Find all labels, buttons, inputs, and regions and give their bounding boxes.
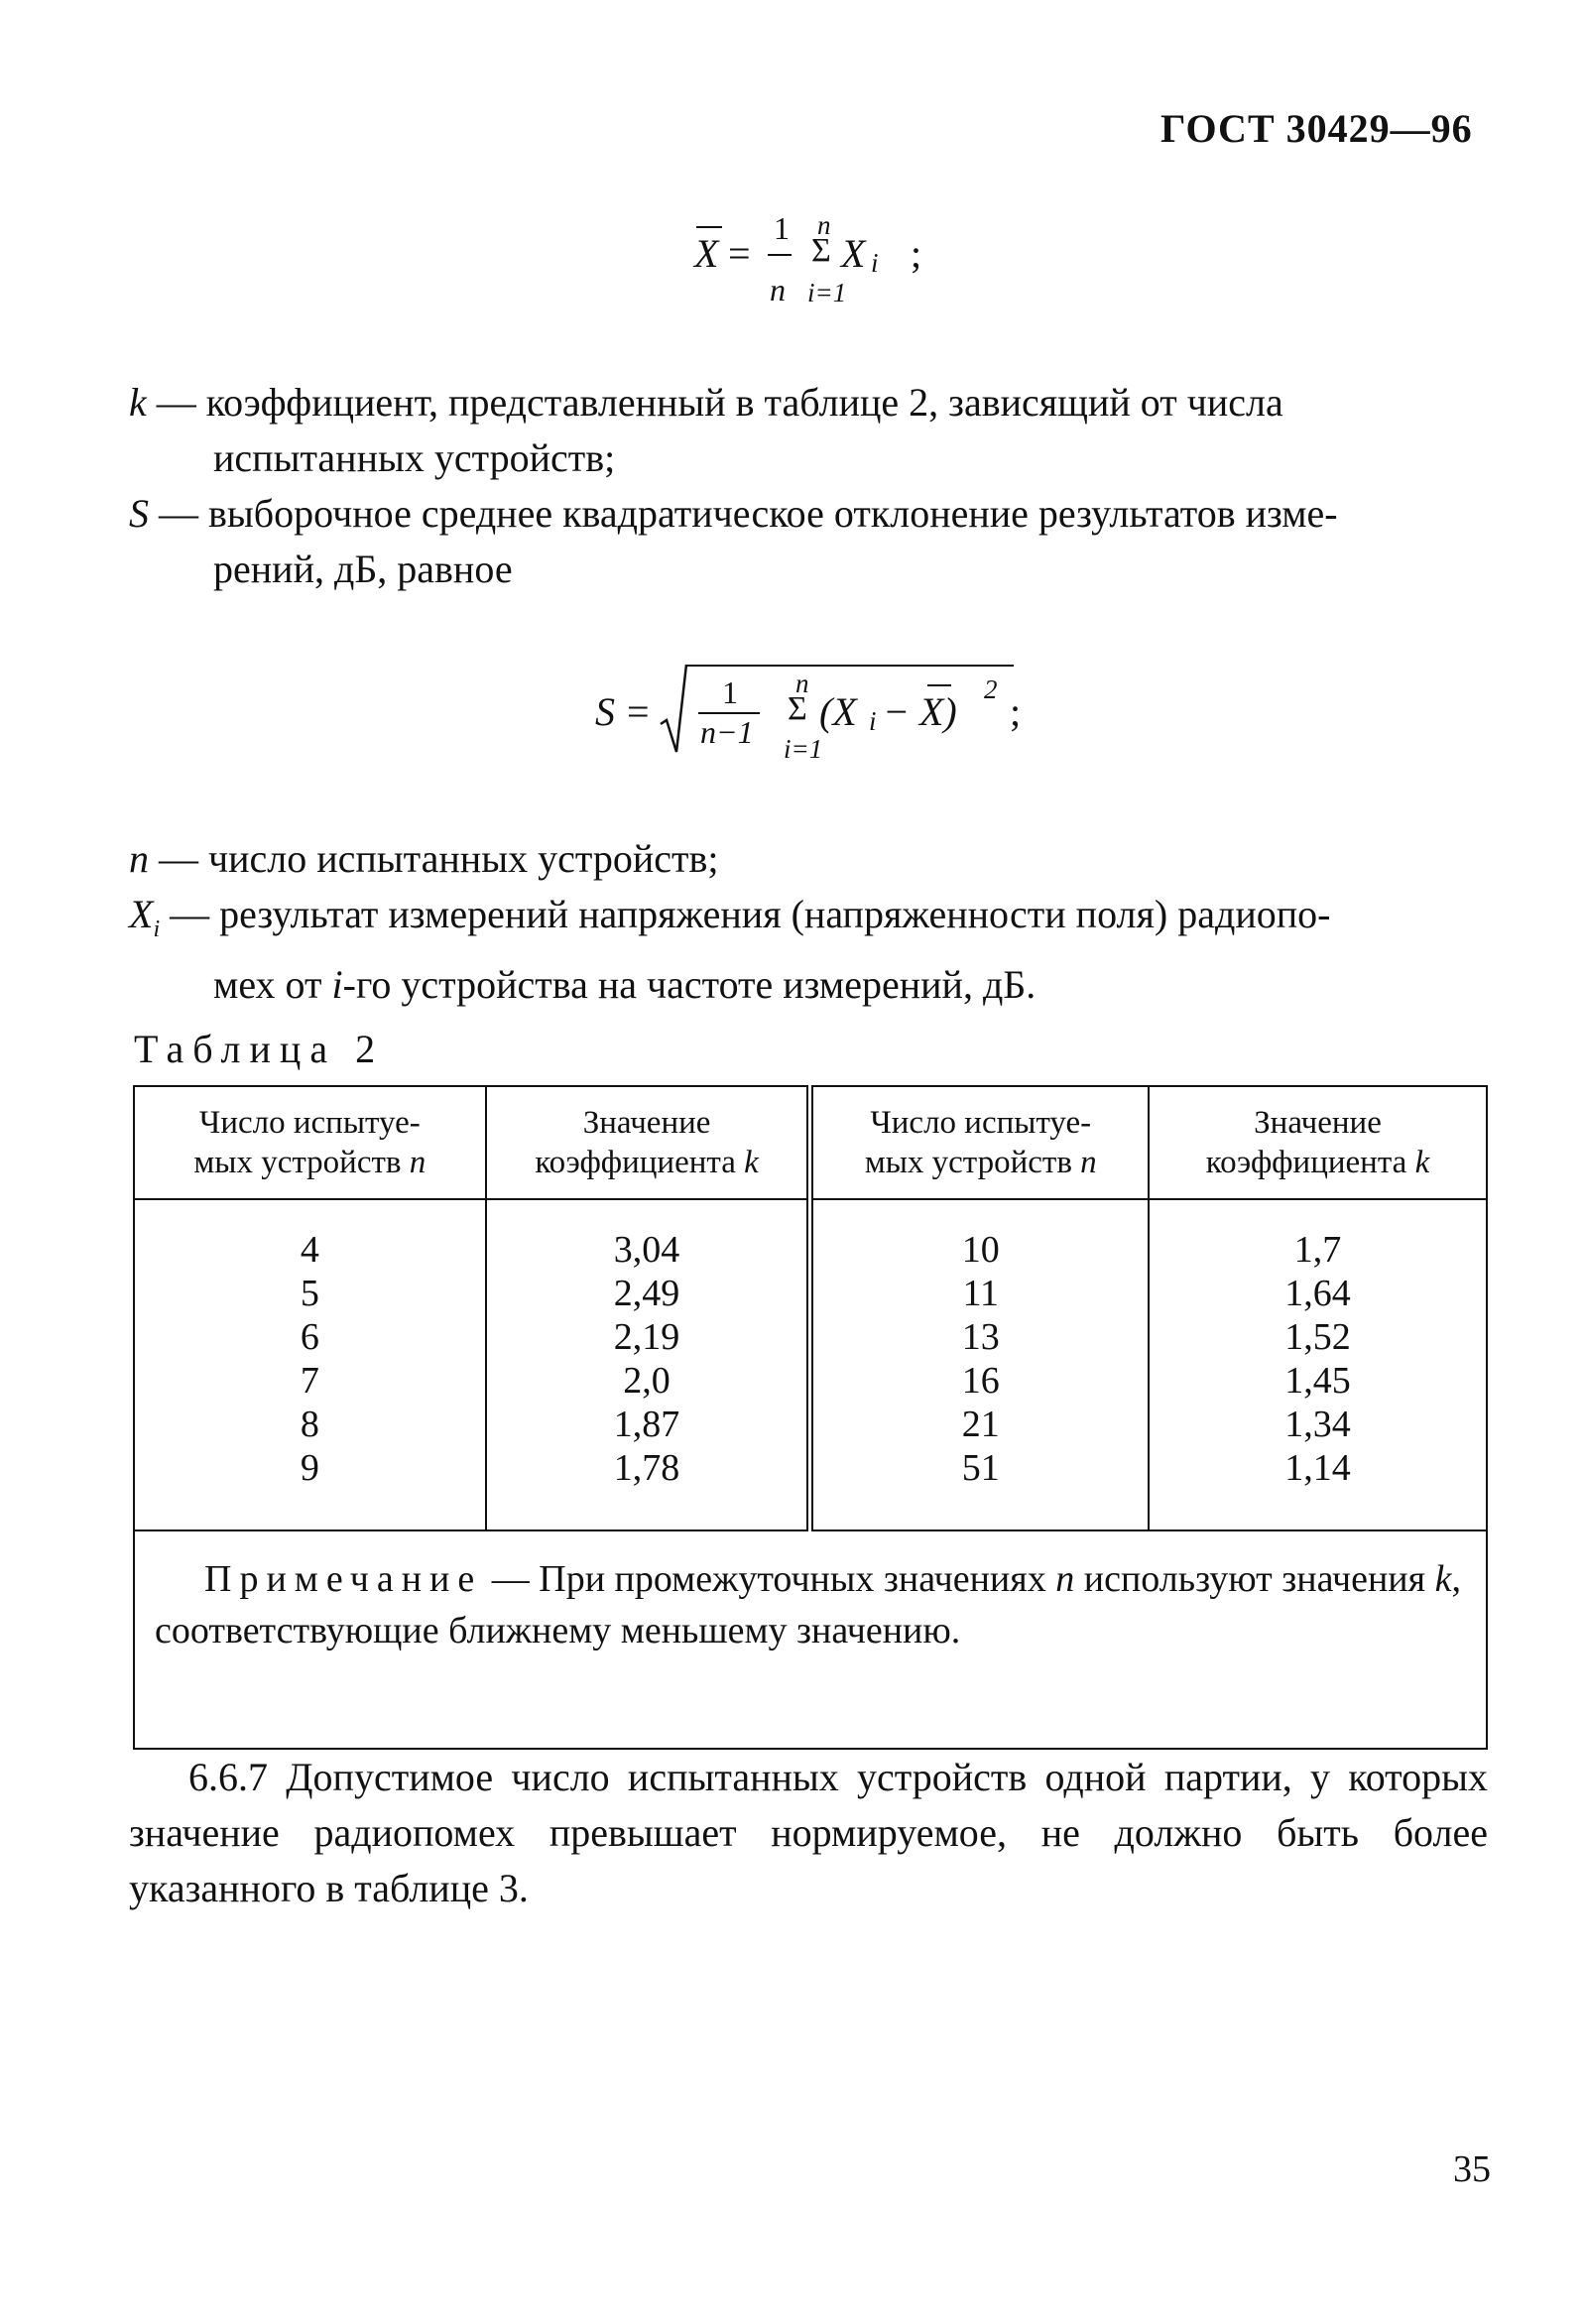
definition-xi-cont: мех от i-го устройства на частоте измерений, дБ. [213,962,1036,1007]
page-number: 35 [1453,2148,1491,2190]
table-note: Примечание — При промежуточных значениях n используют значения k, соответствующие ближнему меньшему значению. [134,1530,1487,1749]
formula-s-body-sub: i [869,706,877,736]
table-cell: 3,04 [613,1229,680,1271]
sqrt-overline [686,665,1014,667]
table-cell: 21 [961,1404,1000,1445]
formula-s-den: n−1 [700,714,754,750]
table-cell: 7 [300,1360,319,1402]
definitions-block-1 [129,375,1488,597]
document-id: ГОСТ 30429—96 [1160,106,1473,151]
table-header-cell: Значение коэффициента k [1149,1086,1487,1199]
table-cell: 2,19 [613,1316,680,1358]
table-header-cell: Число испытуе- мых устройств n [134,1086,486,1199]
table-cell: 8 [300,1404,319,1445]
formula-mean: X = 1 n n Σ i=1 X i ; [694,210,922,307]
formula-mean-sum-sign: Σ [811,232,831,269]
formula-s-sum-sign: Σ [788,690,807,727]
table-cell: 1,34 [1284,1404,1351,1445]
formula-s-sum-bottom: i=1 [784,734,823,764]
definition-k-cont: испытанных устройств; [213,435,616,480]
definition-s-cont: рений, дБ, равное [213,547,513,591]
table-cell: 1,78 [613,1447,680,1489]
table-cell: 1,64 [1284,1273,1351,1314]
table-col-k-2 [1149,1199,1487,1530]
clause-6-6-7: 6.6.7 Допустимое число испытанных устройств одной партии, у которых значение радиопомех превышает нормируемое, не должно быть более указанного в таблице 3. [129,1755,1488,1910]
table-header-cell: Значение коэффициента k [486,1086,810,1199]
formula-s-overbar [927,684,951,686]
note-label: Примечание [204,1558,483,1600]
formula-mean-fraction-bar [768,254,792,256]
table-col-n-2 [810,1199,1149,1530]
table-cell: 1,7 [1293,1229,1342,1271]
table-header-row [134,1086,1487,1199]
definition-n: n — число испытанных устройств; [129,836,719,881]
table-cell: 9 [300,1447,319,1489]
table-cell: 16 [961,1360,1000,1402]
table-cell: 11 [962,1273,1000,1314]
definition-xi: $X_i$ — результат измерений напряжения (напряженности поля) радиопо- [129,892,1331,942]
formula-s-num: 1 [722,674,738,710]
sqrt-icon [659,663,688,754]
table-cell: 4 [300,1229,319,1271]
table-coefficients [133,1085,1488,1750]
formula-mean-lhs: X [694,231,719,276]
table-cell: 2,49 [613,1273,680,1314]
table-cell: 1,14 [1284,1447,1351,1489]
table-note-row [134,1530,1487,1749]
formula-s-body-mid: − X) [883,689,957,734]
table-col-k-1 [486,1199,810,1530]
table-header-cell: Число испытуе- мых устройств n [810,1086,1149,1199]
formula-s-exp: 2 [984,674,998,704]
formula-s-end: ; [1010,689,1022,734]
formula-mean-den: n [770,272,786,307]
table-cell: 6 [300,1316,319,1358]
table-col-n-1 [134,1199,486,1530]
table-cell: 2,0 [623,1360,671,1402]
formula-s-lhs: S [595,689,615,734]
formula-mean-term: X [841,231,866,276]
table-cell: 10 [961,1229,1000,1271]
formula-mean-sum-bottom: i=1 [807,278,847,307]
definitions-block-2 [129,831,1488,1013]
table-values-row [134,1199,1487,1530]
formula-mean-sum-top: n [817,210,831,240]
table-cell: 1,45 [1284,1360,1351,1402]
table-cell: 51 [961,1447,1000,1489]
table-cell: 1,87 [613,1404,680,1445]
formula-mean-num: 1 [774,210,790,246]
table-cell: 1,52 [1284,1316,1351,1358]
formula-mean-overbar [696,226,722,228]
formula-std-dev: S = 1 n−1 n Σ i=1 (X i − X) 2 ; [595,645,1032,774]
formula-s-body: (X [819,689,857,734]
definition-k: k — коэффициент, представленный в таблице 2, зависящий от числа [129,380,1283,425]
formula-s-sum-top: n [795,669,809,698]
formula-mean-term-sub: i [871,248,879,278]
table-caption: Таблица 2 [134,1027,385,1071]
definition-s: S — выборочное среднее квадратическое отклонение результатов изме- [129,491,1338,536]
table-cell: 5 [300,1273,319,1314]
table-cell: 13 [961,1316,1000,1358]
formula-mean-end: ; [911,231,922,276]
